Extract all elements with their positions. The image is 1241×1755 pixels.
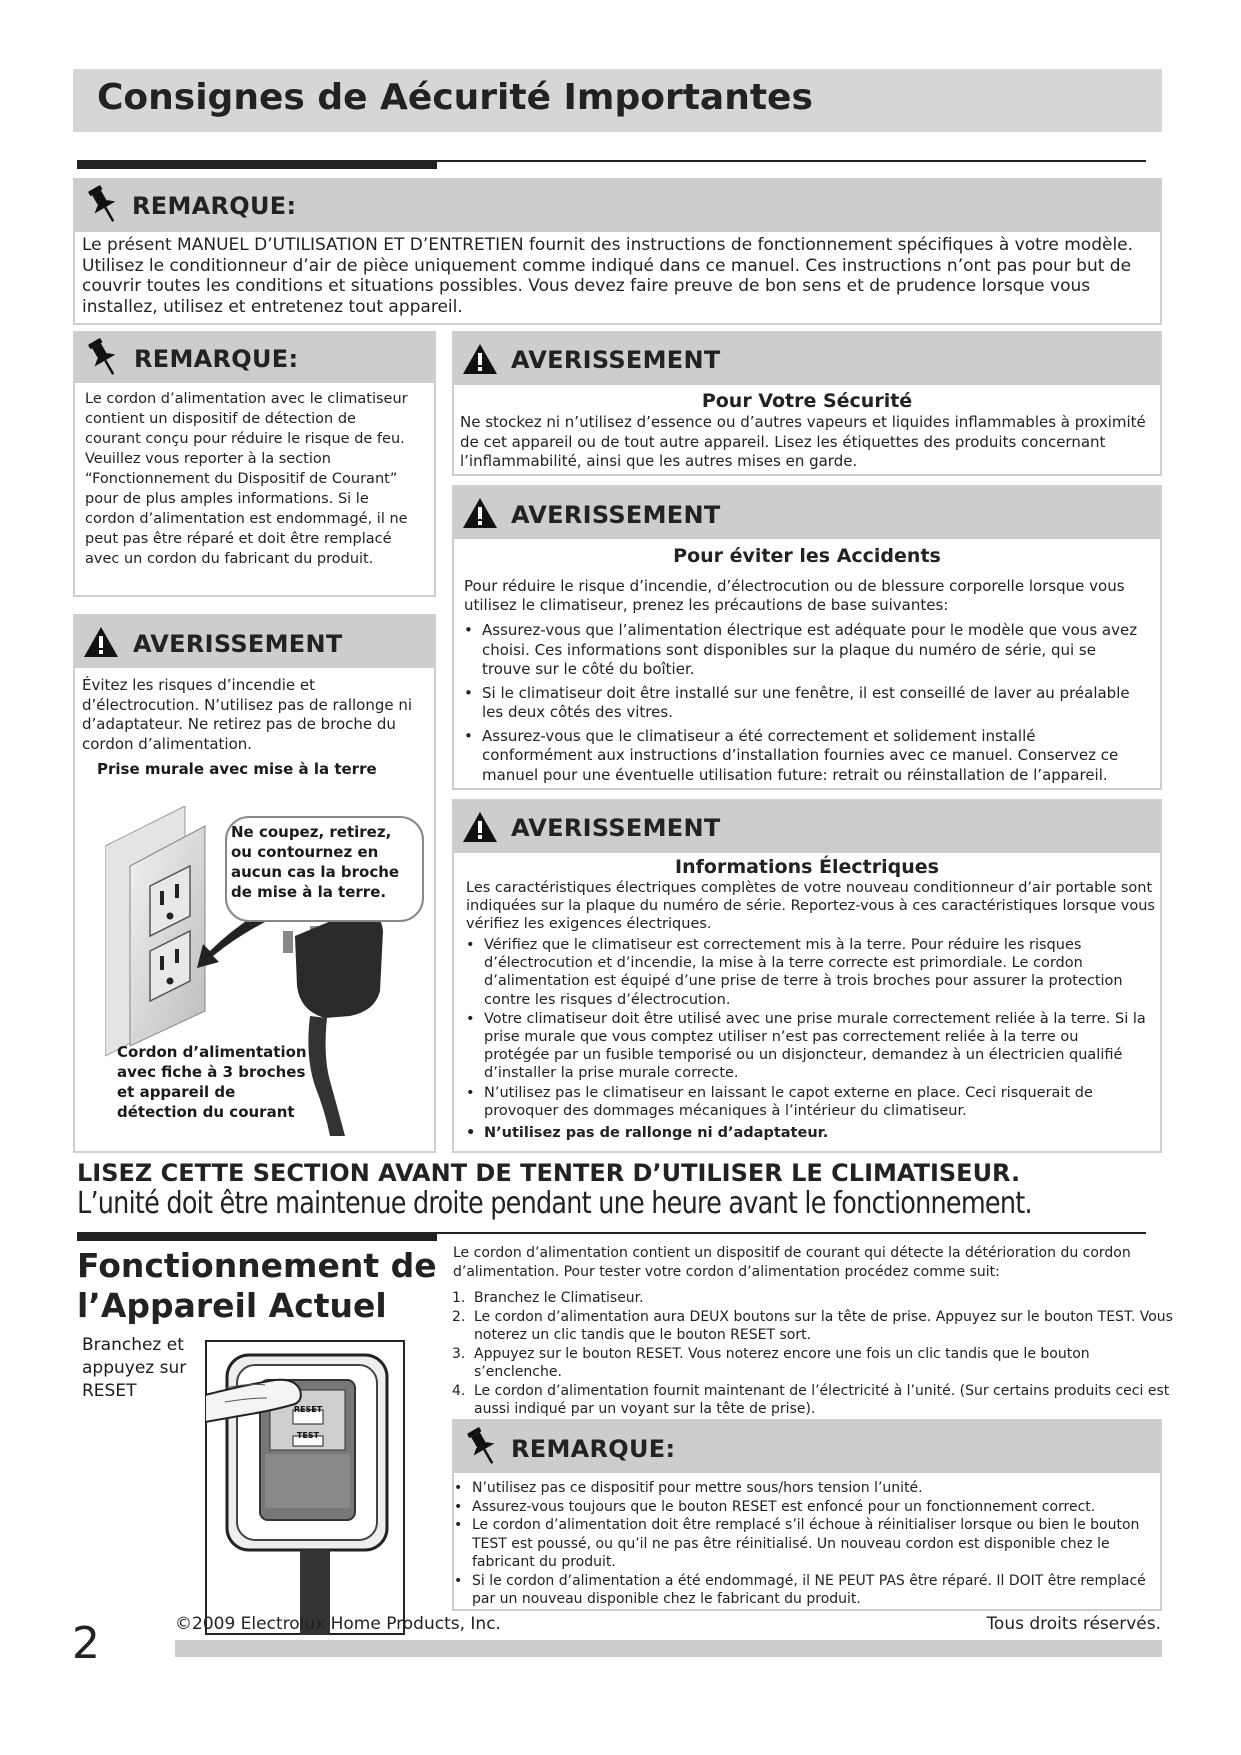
- operation-steps: [452, 1289, 1182, 1419]
- warn-electric-title: AVERISSEMENT: [511, 814, 721, 842]
- warn-safety-subtitle: Pour Votre Sécurité: [701, 390, 913, 412]
- warn-electric-box: [452, 799, 1162, 1153]
- warn-electric-intro: Les caractéristiques électriques complètes de votre nouveau conditionneur d’air portable sont indiquées sur la plaque du numéro de série. Reportez-vous à ces caractéristiques lorsque vous vérifiez les exigences électriques.: [466, 880, 1155, 932]
- warn-left-box: [73, 614, 436, 1153]
- warn-left-text: Évitez les risques d’incendie et d’électrocution. N’utilisez pas de rallonge ni d’adaptateur. Ne retirez pas de broche du cordon d’alimentation.: [82, 676, 413, 753]
- cord-label: Cordon d’alimentation avec fiche à 3 broches et appareil de détection du courant: [117, 1043, 307, 1121]
- footer-rights: Tous droits réservés.: [986, 1614, 1161, 1634]
- operation-instruction: Branchez et appuyez sur RESET: [82, 1335, 187, 1401]
- list-item: • Assurez-vous que l’alimentation électrique est adéquate pour le modèle que vous avez choisi. Ces informations sont disponibles sur la plaque du numéro de série, qui se trouve sur le côté du boîtier.: [456, 621, 1146, 680]
- step-item: [452, 1289, 1182, 1308]
- step-item: [452, 1382, 1182, 1419]
- note-bottom-box: [452, 1419, 1162, 1611]
- note-top-text: Le présent MANUEL D’UTILISATION ET D’ENTRETIEN fournit des instructions de fonctionnement spécifiques à votre modèle. Utilisez le conditionneur d’air de pièce uniquement comme indiqué dans ce manuel. Ces instructions n’ont pas pour but de couvrir toutes les conditions et situations possibles. Vous devez faire preuve de bon sens et de prudence lorsque vous installez, utilisez et entretenez tout appareil.: [82, 235, 1134, 317]
- list-item: • Si le climatiseur doit être installé sur une fenêtre, il est conseillé de laver au préalable les deux côtés des vitres.: [456, 684, 1146, 723]
- list-item: • N’utilisez pas le climatiseur en laissant le capot externe en place. Ceci risquerait de provoquer des dommages mécaniques à l’intérieur du climatiseur.: [458, 1084, 1148, 1120]
- pushpin-icon: [85, 184, 121, 226]
- note-bottom-title: REMARQUE:: [511, 1435, 676, 1463]
- step-number: 1.: [452, 1290, 466, 1306]
- note-top-box: [73, 178, 1162, 325]
- warn-accidents-box: [452, 485, 1162, 790]
- reset-plug-illustration: [205, 1340, 405, 1635]
- list-item: • Votre climatiseur doit être utilisé avec une prise murale correctement reliée à la terre. Si la prise murale que vous comptez utiliser n’est pas correctement reliée à la terre ou protégée par un fusible temporisé ou un disjoncteur, demandez à un électricien qualifié d’installer la prise murale correcte.: [458, 1010, 1148, 1083]
- header-divider-thin: [437, 160, 1146, 162]
- page-title: Consignes de Aécurité Importantes: [97, 77, 813, 118]
- reset-button-label: RESET: [293, 1405, 323, 1414]
- note-left-text: Le cordon d’alimentation avec le climatiseur contient un dispositif de détection de courant conçu pour réduire le risque de feu. Veuillez vous reporter à la section “Fonctionnement du Dispositif de Courant” pour de plus amples informations. Si le cordon d’alimentation est endommagé, il ne peut pas être réparé et doit être remplacé avec un cordon du fabricant du produit.: [85, 391, 408, 567]
- page-number: 2: [72, 1618, 100, 1669]
- warn-left-title: AVERISSEMENT: [133, 630, 343, 658]
- list-item: • Le cordon d’alimentation doit être remplacé s’il échoue à réinitialiser lorsque ou bien le bouton TEST est poussé, ou qu’il ne pas être réinitialisé. Un nouveau cordon est disponible chez le fabricant du produit.: [446, 1516, 1156, 1572]
- step-number: 4.: [452, 1382, 466, 1399]
- warn-electric-list: [458, 936, 1148, 1142]
- warning-triangle-icon: [462, 497, 498, 529]
- note-left-box: [73, 331, 436, 597]
- list-item: • Assurez-vous toujours que le bouton RESET est enfoncé pour un fonctionnement correct.: [446, 1498, 1156, 1517]
- list-item: • Assurez-vous que le climatiseur a été correctement et solidement installé conformément aux instructions d’installation fournies avec ce manuel. Conservez ce manuel pour une éventuelle utilisation future: retrait ou réinstallation de l’appareil.: [456, 727, 1146, 786]
- step-text: Appuyez sur le bouton RESET. Vous noterez encore une fois un clic tandis que le bouton s’enclenche.: [474, 1345, 1090, 1380]
- list-item: • N’utilisez pas ce dispositif pour mettre sous/hors tension l’unité.: [446, 1479, 1156, 1498]
- warn-accidents-intro: Pour réduire le risque d’incendie, d’électrocution ou de blessure corporelle lorsque vous utilisez le climatiseur, prenez les précautions de base suivantes:: [464, 577, 1125, 614]
- pushpin-icon: [464, 1426, 500, 1468]
- operation-title-line1: Fonctionnement de: [77, 1246, 437, 1285]
- pushpin-icon: [85, 337, 121, 379]
- step-text: Branchez le Climatiseur.: [474, 1290, 644, 1306]
- list-item: • Si le cordon d’alimentation a été endommagé, il NE PEUT PAS être réparé. Il DOIT être remplacé par un nouveau disponible chez le fabricant du produit.: [446, 1572, 1156, 1609]
- figure-caption: Prise murale avec mise à la terre: [97, 760, 377, 778]
- list-item: • Vérifiez que le climatiseur est correctement mis à la terre. Pour réduire les risques d’électrocution et d’incendie, la mise à la terre correcte est primordiale. Le cordon d’alimentation est équipé d’une prise de terre à trois broches pour assurer la protection contre les risques d’électrocution.: [458, 936, 1148, 1009]
- test-button-label: TEST: [296, 1431, 320, 1440]
- warn-accidents-list: [456, 621, 1146, 785]
- footer-bar: [175, 1640, 1162, 1657]
- warning-triangle-icon: [83, 626, 119, 658]
- step-number: 2.: [452, 1308, 466, 1325]
- warn-accidents-subtitle: Pour éviter les Accidents: [673, 545, 941, 567]
- read-section-subheading: L’unité doit être maintenue droite pendant une heure avant le fonctionnement.: [77, 1186, 1032, 1221]
- footer-copyright: ©2009 Electrolux Home Products, Inc.: [175, 1614, 501, 1634]
- operation-title: [77, 1246, 437, 1326]
- warning-triangle-icon: [462, 811, 498, 843]
- callout-text: Ne coupez, retirez, ou contournez en aucun cas la broche de mise à la terre.: [231, 823, 400, 901]
- list-item: • N’utilisez pas de rallonge ni d’adaptateur.: [458, 1124, 1148, 1142]
- note-bottom-list: [446, 1479, 1156, 1609]
- warn-safety-text: Ne stockez ni n’utilisez d’essence ou d’autres vapeurs et liquides inflammables à proximité de cet appareil ou de tout autre appareil. Lisez les étiquettes des produits concernant l’inflammabilité, ainsi que les autres mises en garde.: [460, 413, 1146, 470]
- step-text: Le cordon d’alimentation fournit maintenant de l’électricité à l’unité. (Sur certains produits ceci est aussi indiqué par un voyant sur la tête de prise).: [474, 1382, 1170, 1417]
- read-section-heading: LISEZ CETTE SECTION AVANT DE TENTER D’UTILISER LE CLIMATISEUR.: [77, 1159, 1021, 1187]
- note-top-title: REMARQUE:: [132, 192, 297, 220]
- operation-intro: Le cordon d’alimentation contient un dispositif de courant qui détecte la détérioration du cordon d’alimentation. Pour tester votre cordon d’alimentation procédez comme suit:: [453, 1245, 1131, 1280]
- warn-safety-title: AVERISSEMENT: [511, 346, 721, 374]
- section-divider-thick: [77, 1232, 437, 1241]
- operation-title-line2: l’Appareil Actuel: [77, 1286, 387, 1325]
- section-divider-thin: [437, 1232, 1146, 1234]
- header-bar: [73, 69, 1162, 132]
- step-text: Le cordon d’alimentation aura DEUX boutons sur la tête de prise. Appuyez sur le bouton TEST. Vous noterez un clic tandis que le bouton RESET sort.: [474, 1308, 1173, 1343]
- warn-safety-box: [452, 331, 1162, 476]
- step-number: 3.: [452, 1345, 466, 1362]
- warn-accidents-title: AVERISSEMENT: [511, 501, 721, 529]
- header-divider-thick: [77, 160, 437, 169]
- step-item: [452, 1308, 1182, 1345]
- warn-electric-subtitle: Informations Électriques: [675, 856, 939, 878]
- note-left-title: REMARQUE:: [134, 345, 299, 373]
- warning-triangle-icon: [462, 343, 498, 375]
- step-item: [452, 1345, 1182, 1382]
